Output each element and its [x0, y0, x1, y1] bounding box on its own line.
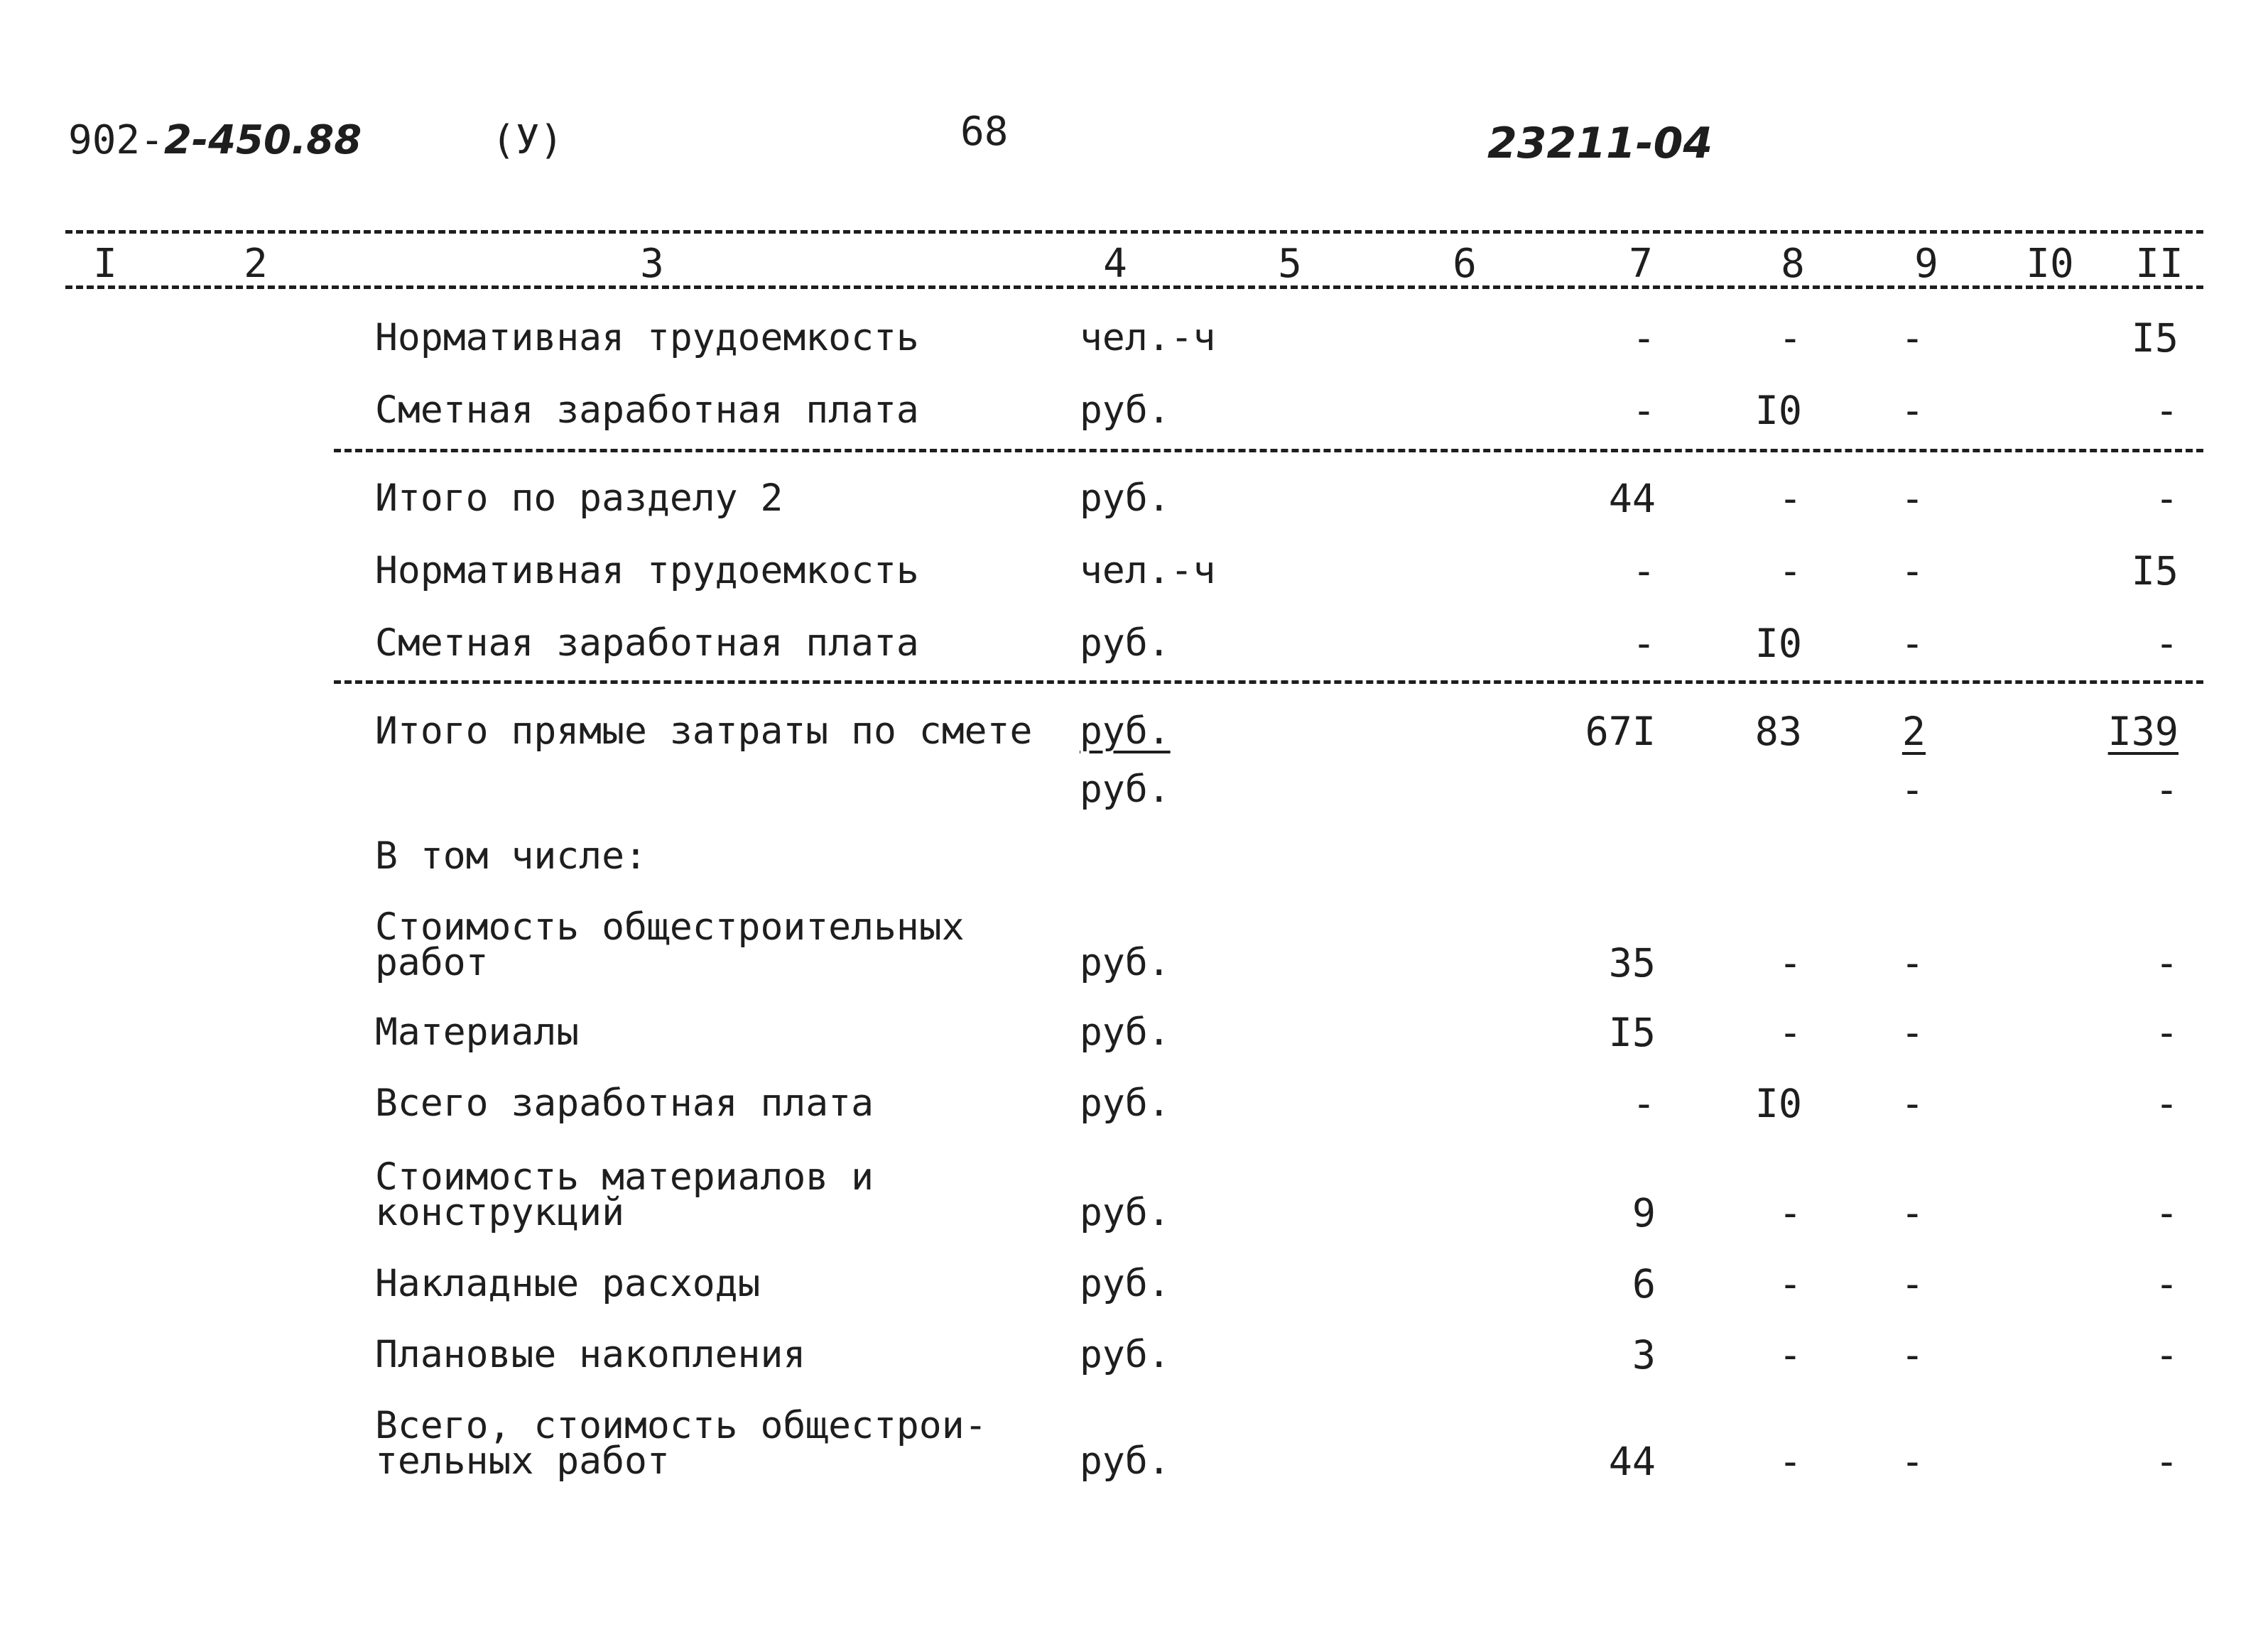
col11-value: - [2154, 1190, 2179, 1236]
col11-value: - [2154, 1261, 2179, 1307]
col11-value: - [2154, 940, 2179, 986]
row-unit: чел.-ч [1080, 316, 1216, 359]
row-unit: руб. [1080, 709, 1171, 753]
col8-value: - [1778, 548, 1802, 594]
row-unit: руб. [1080, 477, 1171, 520]
col7-value: 35 [1608, 940, 1656, 986]
col8-value: - [1778, 1332, 1802, 1378]
doc-code: 23211-04 [1487, 119, 1713, 168]
doc-series: 2-450.88 [163, 117, 362, 163]
col11-value: - [2154, 1010, 2179, 1055]
column-number-11: II [2135, 241, 2183, 287]
col8-value: 83 [1754, 709, 1802, 754]
col7-value: 44 [1608, 1439, 1656, 1484]
col8-value: - [1778, 1261, 1802, 1307]
row-unit: руб. [1080, 1333, 1171, 1376]
column-number-8: 8 [1781, 241, 1805, 287]
column-number-7: 7 [1629, 241, 1653, 287]
column-number-4: 4 [1103, 241, 1127, 287]
row-label: Стоимость общестроительных [375, 905, 965, 949]
col7-value: 6 [1632, 1261, 1656, 1307]
col7-value: 3 [1632, 1332, 1656, 1378]
col8-value: - [1778, 940, 1802, 986]
row-label: Итого по разделу 2 [375, 477, 783, 520]
row-unit: руб. [1080, 1082, 1171, 1125]
col11-value: I39 [2107, 709, 2179, 754]
col7-value: 9 [1632, 1190, 1656, 1236]
col9-value: - [1900, 621, 1924, 666]
row-label: Нормативная трудоемкость [375, 549, 919, 592]
row-label-continuation: конструкций [375, 1191, 624, 1234]
col9-value: - [1900, 388, 1924, 433]
row-label: Плановые накопления [375, 1333, 806, 1376]
row-label: Накладные расходы [375, 1262, 761, 1305]
col7-value: - [1632, 388, 1656, 433]
row-label: Сметная заработная плата [375, 621, 919, 665]
section-separator-2 [334, 680, 2203, 684]
col8-value: I0 [1754, 388, 1802, 433]
col8-value: - [1778, 1439, 1802, 1484]
row-label-continuation: работ [375, 941, 489, 984]
col9-value-secondary: - [1900, 767, 1924, 812]
doc-number [68, 117, 362, 163]
col11-value: - [2154, 621, 2179, 666]
row-unit: чел.-ч [1080, 549, 1216, 592]
column-number-1: I [93, 241, 117, 287]
col7-value: - [1632, 1081, 1656, 1126]
row-label: Нормативная трудоемкость [375, 316, 919, 359]
col9-value: - [1900, 1190, 1924, 1236]
row-unit: руб. [1080, 388, 1171, 432]
col11-value-secondary: - [2154, 767, 2179, 812]
col7-value: I5 [1608, 1010, 1656, 1055]
col9-value: 2 [1901, 709, 1926, 754]
column-number-3: 3 [640, 241, 664, 287]
col8-value: - [1778, 1010, 1802, 1055]
col9-value: - [1900, 940, 1924, 986]
col7-value: - [1632, 621, 1656, 666]
col11-value: I5 [2131, 315, 2179, 361]
col9-value: - [1900, 548, 1924, 594]
col7-value: 44 [1608, 476, 1656, 521]
col7-value: 67I [1585, 709, 1656, 754]
col9-value: - [1900, 1261, 1924, 1307]
column-number-2: 2 [244, 241, 268, 287]
header-top-rule [65, 230, 2203, 234]
row-label: Материалы [375, 1011, 580, 1054]
row-unit: руб. [1080, 1011, 1171, 1054]
row-label: Всего заработная плата [375, 1082, 874, 1125]
doc-prefix: 902- [68, 117, 164, 163]
page-number: 68 [960, 109, 1009, 155]
row-label: Сметная заработная плата [375, 388, 919, 432]
col8-value: - [1778, 315, 1802, 361]
col8-value: - [1778, 1190, 1802, 1236]
row-label: Итого прямые затраты по смете [375, 709, 1033, 753]
col9-value: - [1900, 476, 1924, 521]
row-label: Стоимость материалов и [375, 1155, 874, 1199]
column-number-5: 5 [1278, 241, 1302, 287]
section-separator-1 [334, 449, 2203, 452]
col11-value: - [2154, 388, 2179, 433]
row-unit-secondary: руб. [1080, 768, 1171, 811]
col9-value: - [1900, 1332, 1924, 1378]
row-unit: руб. [1080, 1191, 1171, 1234]
col9-value: - [1900, 1081, 1924, 1126]
col8-value: I0 [1754, 621, 1802, 666]
col9-value: - [1900, 1439, 1924, 1484]
column-number-10: I0 [2026, 241, 2074, 287]
row-unit: руб. [1080, 1439, 1171, 1483]
doc-mark: (У) [492, 117, 564, 163]
column-number-9: 9 [1914, 241, 1938, 287]
col7-value: - [1632, 548, 1656, 594]
row-unit: руб. [1080, 1262, 1171, 1305]
col7-value: - [1632, 315, 1656, 361]
col11-value: - [2154, 1439, 2179, 1484]
col11-value: - [2154, 1081, 2179, 1126]
row-label: В том числе: [375, 834, 647, 878]
col8-value: I0 [1754, 1081, 1802, 1126]
row-label-continuation: тельных работ [375, 1439, 670, 1483]
row-unit: руб. [1080, 621, 1171, 665]
col8-value: - [1778, 476, 1802, 521]
col9-value: - [1900, 315, 1924, 361]
col9-value: - [1900, 1010, 1924, 1055]
col11-value: I5 [2131, 548, 2179, 594]
col11-value: - [2154, 476, 2179, 521]
col11-value: - [2154, 1332, 2179, 1378]
column-number-6: 6 [1453, 241, 1477, 287]
row-label: Всего, стоимость общестрои- [375, 1404, 987, 1447]
row-unit: руб. [1080, 941, 1171, 984]
header-bottom-rule [65, 285, 2203, 289]
